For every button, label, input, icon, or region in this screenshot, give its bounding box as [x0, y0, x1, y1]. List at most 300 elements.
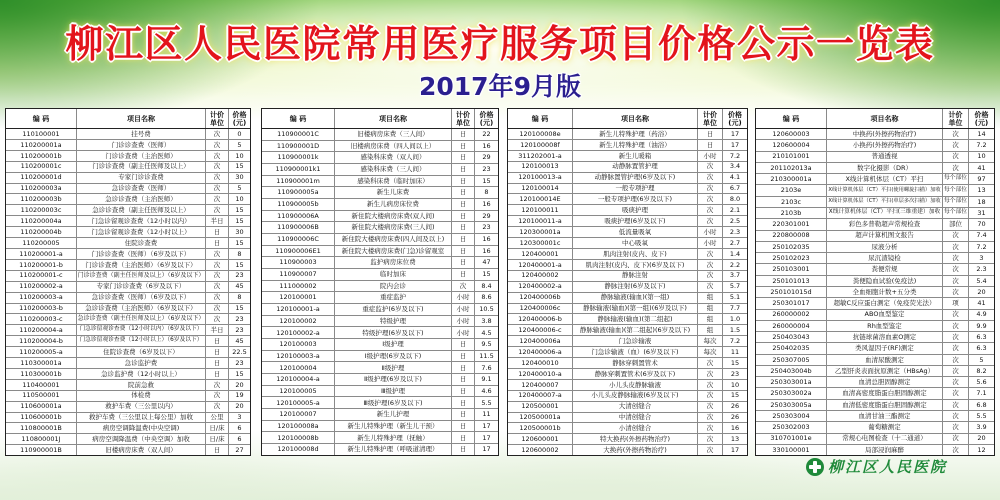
- cell-price: 7.2: [976, 242, 987, 251]
- cell-code: 120400010: [521, 358, 559, 367]
- table-cell: [942, 310, 968, 320]
- cell-price: 10: [235, 151, 244, 160]
- cell-code: 110900006B: [277, 223, 319, 232]
- cell-unit: 日: [213, 238, 221, 247]
- cell-code: 120100014E: [519, 195, 561, 204]
- table-cell: [334, 362, 451, 373]
- table-cell: [205, 194, 228, 204]
- cell-code: 120500001a: [519, 413, 561, 422]
- table-cell: [756, 174, 826, 184]
- cell-price: 19: [235, 391, 244, 400]
- cell-price: 27: [235, 445, 244, 454]
- table-row: [262, 350, 498, 362]
- cell-price: 2.2: [729, 260, 741, 269]
- cell-unit: 部位: [949, 220, 962, 229]
- cell-name: 数字化摄影（DR）: [856, 163, 913, 172]
- table-cell: [722, 402, 747, 412]
- cell-name: 新生儿特殊护理（抚触）: [357, 433, 429, 442]
- cell-name: 急诊监护费（12小时以上）: [101, 369, 181, 378]
- cell-code: 110600001b: [20, 413, 62, 422]
- cell-code: 110200004-b: [19, 336, 63, 345]
- table-row: [756, 433, 994, 444]
- table-row: [6, 379, 250, 390]
- cell-price: 23: [482, 165, 491, 174]
- table-row: [508, 129, 747, 139]
- table-cell: [697, 369, 722, 379]
- cell-code: 120600003: [772, 129, 810, 138]
- table-cell: [756, 197, 826, 207]
- cell-price: 10: [730, 380, 740, 389]
- cell-code: 330100001: [772, 445, 810, 454]
- cell-price: 15: [235, 260, 244, 269]
- header-price-line1: 价格: [479, 110, 494, 119]
- cell-price: 6: [237, 435, 242, 444]
- table-cell: [826, 242, 942, 252]
- hospital-logo: [806, 456, 947, 477]
- cell-name: 静脉输液(输血)(第一组): [600, 293, 670, 302]
- cell-unit: 日: [459, 410, 467, 419]
- table-cell: [334, 432, 451, 443]
- cell-code: 110200003b: [20, 195, 62, 204]
- header-unit-line2: 单位: [210, 118, 224, 127]
- table-cell: [334, 234, 451, 245]
- table-row: [508, 259, 747, 270]
- cell-price: 10: [235, 195, 244, 204]
- cell-unit: 次: [706, 413, 714, 422]
- cell-name: 血清低密度脂蛋白胆固醇测定: [842, 400, 927, 409]
- table-cell: [508, 194, 572, 204]
- table-row: [6, 335, 250, 346]
- table-cell: [228, 325, 250, 335]
- table-cell: [262, 141, 334, 152]
- table-row: [6, 193, 250, 204]
- table-cell: [334, 211, 451, 222]
- table-cell: [508, 216, 572, 226]
- table-cell: [968, 422, 994, 432]
- table-cell: [76, 162, 205, 172]
- cell-code: 120500001: [521, 402, 559, 411]
- table-cell: [942, 434, 968, 444]
- header-unit: [697, 109, 722, 128]
- cell-name: 旧楼病房床费（三人间）: [357, 130, 429, 139]
- table-cell: [76, 314, 205, 324]
- cell-unit: 组: [706, 315, 714, 324]
- cell-unit: 每个部位: [944, 186, 967, 193]
- table-cell: [262, 327, 334, 338]
- cell-name: 急诊诊查费（医师）（6岁及以下）: [91, 293, 191, 302]
- table-row: [508, 346, 747, 357]
- table-row: [756, 399, 994, 410]
- table-cell: [474, 327, 498, 338]
- table-row: [6, 281, 250, 292]
- table-cell: [228, 336, 250, 346]
- cell-code: 120400006c: [519, 304, 561, 313]
- cell-code: 120400006-a: [518, 347, 562, 356]
- cell-code: 311202001-a: [518, 151, 562, 160]
- cell-price: 4.5: [481, 328, 492, 337]
- table-cell: [722, 238, 747, 248]
- table-cell: [722, 380, 747, 390]
- table-cell: [722, 184, 747, 194]
- cell-name: 静脉注射(6岁及以下): [604, 282, 666, 291]
- table-cell: [826, 298, 942, 308]
- table-cell: [262, 409, 334, 420]
- table-cell: [756, 185, 826, 195]
- table-cell: [205, 347, 228, 357]
- cell-unit: 次: [213, 391, 221, 400]
- table-cell: [474, 409, 498, 420]
- table-cell: [508, 391, 572, 401]
- table-cell: [697, 347, 722, 357]
- table-cell: [722, 314, 747, 324]
- cell-name: 门急诊留观诊查费（12小时以上）: [91, 227, 191, 236]
- table-cell: [262, 246, 334, 257]
- table-cell: [451, 246, 474, 257]
- header-unit-line1: 计价: [948, 110, 963, 119]
- table-cell: [508, 227, 572, 237]
- cell-price: 23: [235, 315, 244, 324]
- cell-name: 重症监护(6岁及以下): [362, 305, 424, 314]
- table-cell: [572, 423, 697, 433]
- cell-unit: 每个部位: [944, 175, 967, 182]
- table-row: [6, 204, 250, 215]
- table-cell: [942, 129, 968, 139]
- cell-price: 17: [730, 129, 740, 138]
- cell-unit: 次: [952, 321, 959, 330]
- table-cell: [474, 362, 498, 373]
- cell-name: 静脉输液(输血)(第一组)(6岁及以下): [583, 304, 687, 313]
- table-cell: [697, 271, 722, 281]
- table-row: [756, 173, 994, 184]
- cell-price: 29: [482, 211, 491, 220]
- table-cell: [508, 184, 572, 194]
- cell-unit: 次: [213, 315, 221, 324]
- table-row: [6, 270, 250, 281]
- cell-code: 110100001: [22, 129, 60, 138]
- table-cell: [722, 347, 747, 357]
- cell-code: 110800001B: [20, 424, 62, 433]
- cell-unit: 日: [459, 246, 467, 255]
- cell-code: 250101015d: [770, 287, 812, 296]
- cell-price: 4.1: [729, 173, 741, 182]
- table-cell: [205, 173, 228, 183]
- cell-unit: 次: [952, 332, 959, 341]
- cell-unit: 日: [459, 340, 467, 349]
- table-row: [6, 172, 250, 183]
- cell-code: 120100011: [521, 206, 559, 215]
- cell-price: 3.7: [729, 271, 741, 280]
- table-cell: [262, 176, 334, 187]
- table-cell: [228, 282, 250, 292]
- table-cell: [6, 293, 76, 303]
- cell-name: 动静脉置管护理(6岁及以下): [594, 173, 676, 182]
- cell-code: 120100013: [521, 162, 559, 171]
- cell-code: 110900006A: [277, 211, 319, 220]
- cell-unit: 半日: [210, 326, 224, 335]
- table-cell: [228, 249, 250, 259]
- cell-unit: 小时: [456, 316, 470, 325]
- cell-name: X线计算机体层（CT）平扫(单层多次扫描）加收: [828, 198, 941, 205]
- cell-name: 救护车费（三公里以内）: [105, 402, 177, 411]
- table-cell: [968, 332, 994, 342]
- cell-unit: 日: [459, 130, 467, 139]
- cell-name: 超敏C反应蛋白测定（免疫荧光法）: [833, 299, 936, 308]
- table-cell: [76, 282, 205, 292]
- table-cell: [334, 164, 451, 175]
- table-row: [262, 396, 498, 408]
- table-cell: [474, 432, 498, 443]
- cell-code: 310701001e: [770, 434, 812, 443]
- cell-name: 乙型肝炎表面抗原测定（HBsAg）: [834, 366, 935, 375]
- cell-code: 120100004-a: [276, 375, 320, 384]
- cell-price: 9.5: [481, 340, 492, 349]
- cell-code: 250403043: [772, 332, 810, 341]
- table-cell: [262, 362, 334, 373]
- table-row: [6, 368, 250, 379]
- cell-code: 110900001C: [277, 130, 319, 139]
- cell-price: 16: [730, 424, 740, 433]
- table-cell: [6, 184, 76, 194]
- cell-price: 6: [237, 424, 242, 433]
- table-cell: [697, 380, 722, 390]
- table-cell: [697, 445, 722, 455]
- table-cell: [6, 238, 76, 248]
- cell-price: 18: [977, 197, 986, 206]
- table-cell: [968, 287, 994, 297]
- table-cell: [572, 314, 697, 324]
- table-cell: [756, 242, 826, 252]
- cell-name: 新住院大楼病房床费(门急)诊留观室: [341, 246, 445, 255]
- table-cell: [474, 222, 498, 233]
- table-cell: [697, 205, 722, 215]
- table-cell: [697, 151, 722, 161]
- cell-code: 110200001-a: [19, 249, 63, 258]
- cell-price: 45: [235, 282, 244, 291]
- table-cell: [262, 164, 334, 175]
- table-cell: [205, 304, 228, 314]
- table-cell: [262, 211, 334, 222]
- table-cell: [228, 423, 250, 433]
- cell-name: Ⅲ级护理(6岁及以下): [363, 398, 423, 407]
- table-row: [508, 335, 747, 346]
- table-cell: [76, 413, 205, 423]
- table-row: [262, 210, 498, 222]
- table-cell: [508, 304, 572, 314]
- cell-name: 门诊诊查费（医师）（6岁及以下）: [91, 249, 191, 258]
- table-cell: [572, 140, 697, 150]
- table-cell: [262, 397, 334, 408]
- table-cell: [205, 380, 228, 390]
- cell-code: 120400007: [521, 380, 559, 389]
- table-cell: [205, 314, 228, 324]
- table-cell: [968, 242, 994, 252]
- table-cell: [76, 325, 205, 335]
- table-cell: [572, 391, 697, 401]
- table-cell: [826, 400, 942, 410]
- page-title: 柳江区人民医院常用医疗服务项目价格公示一览表: [65, 22, 935, 66]
- cell-name: Ⅲ级护理: [381, 386, 405, 395]
- cell-price: 17: [482, 421, 491, 430]
- cell-price: 14: [977, 129, 986, 138]
- cell-code: 110200003-a: [19, 293, 63, 302]
- cell-code: 120100002-a: [276, 328, 320, 337]
- table-cell: [6, 194, 76, 204]
- cell-code: 120100001: [279, 293, 317, 302]
- table-row: [756, 129, 994, 139]
- header-code-label: 编 码: [782, 114, 800, 123]
- table-cell: [205, 325, 228, 335]
- table-cell: [697, 293, 722, 303]
- cell-name: 动静脉置管护理: [612, 162, 658, 171]
- table-cell: [451, 339, 474, 350]
- cell-name: X线计算机体层（CT）平扫: [845, 175, 924, 184]
- table-cell: [572, 238, 697, 248]
- table-cell: [942, 388, 968, 398]
- table-cell: [572, 347, 697, 357]
- cell-price: 15: [235, 206, 244, 215]
- cell-unit: 次: [213, 162, 221, 171]
- table-cell: [228, 173, 250, 183]
- table-cell: [508, 249, 572, 259]
- table-cell: [76, 173, 205, 183]
- table-cell: [508, 445, 572, 455]
- cell-unit: 次: [952, 141, 959, 150]
- table-cell: [756, 231, 826, 241]
- table-cell: [451, 421, 474, 432]
- table-row: [508, 248, 747, 259]
- hospital-name: 柳江区人民医院: [828, 458, 948, 476]
- cell-unit: 次: [213, 271, 221, 280]
- table-cell: [942, 208, 968, 218]
- table-cell: [968, 185, 994, 195]
- table-row: [6, 150, 250, 161]
- table-cell: [451, 409, 474, 420]
- table-cell: [508, 358, 572, 368]
- cell-code: 250303001a: [770, 378, 812, 387]
- table-cell: [451, 211, 474, 222]
- cell-price: 16: [482, 246, 491, 255]
- cell-price: 7.6: [481, 363, 492, 372]
- cell-price: 3.4: [729, 162, 741, 171]
- table-row: [6, 390, 250, 401]
- cell-code: 110200001d: [20, 173, 62, 182]
- table-cell: [76, 271, 205, 281]
- table-cell: [76, 140, 205, 150]
- cell-code: 120100008e: [519, 129, 561, 138]
- table-cell: [474, 246, 498, 257]
- table-cell: [942, 242, 968, 252]
- cell-code: 110200003c: [20, 206, 62, 215]
- cell-price: 6.8: [976, 400, 987, 409]
- cell-price: 8: [237, 293, 242, 302]
- table-cell: [942, 332, 968, 342]
- cell-price: 7.2: [729, 151, 741, 160]
- cell-code: 120100002: [279, 316, 317, 325]
- table-row: [6, 226, 250, 237]
- cell-code: 110200001-b: [19, 260, 63, 269]
- table-cell: [334, 281, 451, 292]
- cell-code: 210300001a: [770, 175, 812, 184]
- table-row: [6, 357, 250, 368]
- cell-name: 中清创缝合: [618, 413, 652, 422]
- cell-price: 26: [730, 413, 740, 422]
- table-cell: [697, 140, 722, 150]
- cell-unit: 次: [706, 391, 714, 400]
- table-row: [508, 444, 747, 455]
- table-cell: [205, 336, 228, 346]
- table-cell: [76, 336, 205, 346]
- cell-price: 41: [977, 163, 986, 172]
- table-cell: [76, 391, 205, 401]
- table-cell: [722, 151, 747, 161]
- cell-price: 15: [235, 304, 244, 313]
- table-cell: [942, 219, 968, 229]
- cell-unit: 日: [459, 386, 467, 395]
- cell-code: 110800001J: [21, 435, 61, 444]
- cell-unit: 次: [213, 282, 221, 291]
- cell-name: 门诊诊查费（医师）: [111, 140, 171, 149]
- cell-name: 重症监护: [380, 293, 406, 302]
- cell-code: 2103e: [780, 186, 802, 195]
- cell-unit: 日: [459, 235, 467, 244]
- cell-code: 220800008: [772, 231, 810, 240]
- table-row: [262, 163, 498, 175]
- table-row: [756, 365, 994, 376]
- table-cell: [968, 445, 994, 455]
- cell-price: 8: [237, 249, 242, 258]
- cell-code: 120400001: [521, 249, 559, 258]
- table-cell: [722, 129, 747, 139]
- table-cell: [826, 332, 942, 342]
- cell-unit: 日: [459, 433, 467, 442]
- table-row: [508, 172, 747, 183]
- cell-unit: 组: [706, 304, 714, 313]
- cell-name: 小儿头皮静脉输液(6岁及以下): [591, 391, 679, 400]
- table-cell: [262, 234, 334, 245]
- table-row: [508, 422, 747, 433]
- table-cell: [228, 347, 250, 357]
- cell-price: 6.3: [976, 332, 987, 341]
- table-cell: [942, 400, 968, 410]
- table-row: [6, 313, 250, 324]
- cell-price: 23: [235, 326, 244, 335]
- table-cell: [474, 304, 498, 315]
- table-cell: [451, 327, 474, 338]
- table-cell: [205, 216, 228, 226]
- table-cell: [826, 264, 942, 274]
- cell-code: 120100014: [521, 184, 559, 193]
- cell-name: 血清总胆固醇测定: [858, 378, 911, 387]
- table-cell: [451, 187, 474, 198]
- cell-unit: 日: [459, 141, 467, 150]
- cell-price: 7.2: [729, 336, 741, 345]
- cell-price: 5.1: [729, 293, 741, 302]
- cell-price: 6.3: [976, 344, 987, 353]
- table-cell: [826, 355, 942, 365]
- cell-unit: 次: [952, 253, 959, 262]
- table-cell: [756, 298, 826, 308]
- table-cell: [205, 391, 228, 401]
- cell-unit: 小时: [703, 151, 717, 160]
- cell-unit: 每次: [703, 336, 717, 345]
- table-cell: [451, 292, 474, 303]
- table-row: [262, 129, 498, 140]
- table-cell: [942, 152, 968, 162]
- cell-price: 8: [484, 188, 489, 197]
- table-cell: [334, 397, 451, 408]
- table-cell: [334, 374, 451, 385]
- table-cell: [262, 444, 334, 455]
